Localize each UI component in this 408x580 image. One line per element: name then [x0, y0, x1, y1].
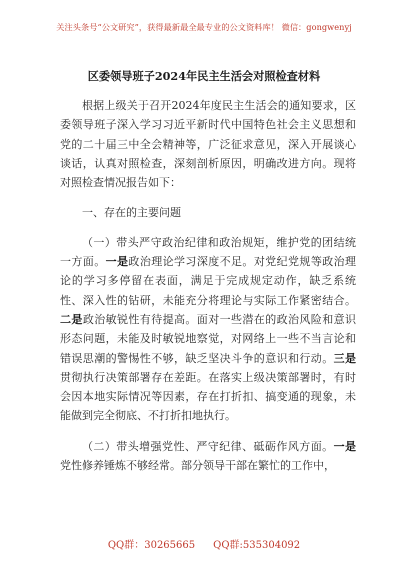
point-lead-1: 一是 [105, 255, 129, 269]
point-text-2: 政治敏锐性有待提高。面对一些潜在的政治风险和意识形态问题，未能及时敏锐地察觉，对网络上一些不当言论和错误思潮的警惕性不够，缺乏坚决斗争的意识和行动。 [60, 312, 357, 365]
point-lead-4: 一是 [333, 439, 357, 453]
point-text-4: 党性修养锤炼不够经常。部分领导干部在繁忙的工作中， [60, 459, 335, 473]
point-text-1: 政治理论学习深度不足。对党纪党规等政治理论的学习多停留在表面，满足于完成规定动作，缺乏系统性、深入性的钻研，未能充分将理论与实际工作紧密结合。 [60, 255, 357, 307]
subsection-2-heading: （二）带头增强党性、严守纪律、砥砺作风方面。 [82, 439, 334, 453]
subsection-2-paragraph [60, 437, 356, 476]
footer-contacts [0, 536, 408, 551]
point-lead-3: 三是 [333, 351, 357, 365]
point-text-3: 贯彻执行决策部署存在差距。在落实上级决策部署时，有时会因本地实际情况等因素，存在打折扣、搞变通的现象，未能做到完全彻底、不打折扣地执行。 [60, 370, 356, 423]
subsection-1-heading: （一）带头严守政治纪律和政治规矩，维护党的团结统一方面。 [60, 235, 356, 269]
document-body [60, 96, 356, 475]
intro-paragraph: 根据上级关于召开2024年度民主生活会的通知要求，区委领导班子深入学习习近平新时代中国特色社会主义思想和党的二十届三中全会精神等，广泛征求意见，深入开展谈心谈话，认真对照检查，深刻剖析原因，明确改进方向。现将对照检查情况报告如下： [60, 99, 356, 190]
subsection-1-paragraph [60, 233, 356, 426]
footer-qq-group-1: QQ群：30265665 [107, 540, 196, 551]
section-heading-problems: 一、存在的主要问题 [82, 206, 181, 220]
document-title: 区委领导班子2024年民主生活会对照检查材料 [87, 69, 321, 83]
point-lead-2: 二是 [60, 312, 83, 326]
footer-qq-group-2: QQ群:535304092 [213, 540, 301, 551]
promo-banner: 关注头条号“公文研究”，获得最新最全最专业的公文资料库！ 微信：gongwenyj [56, 22, 352, 32]
